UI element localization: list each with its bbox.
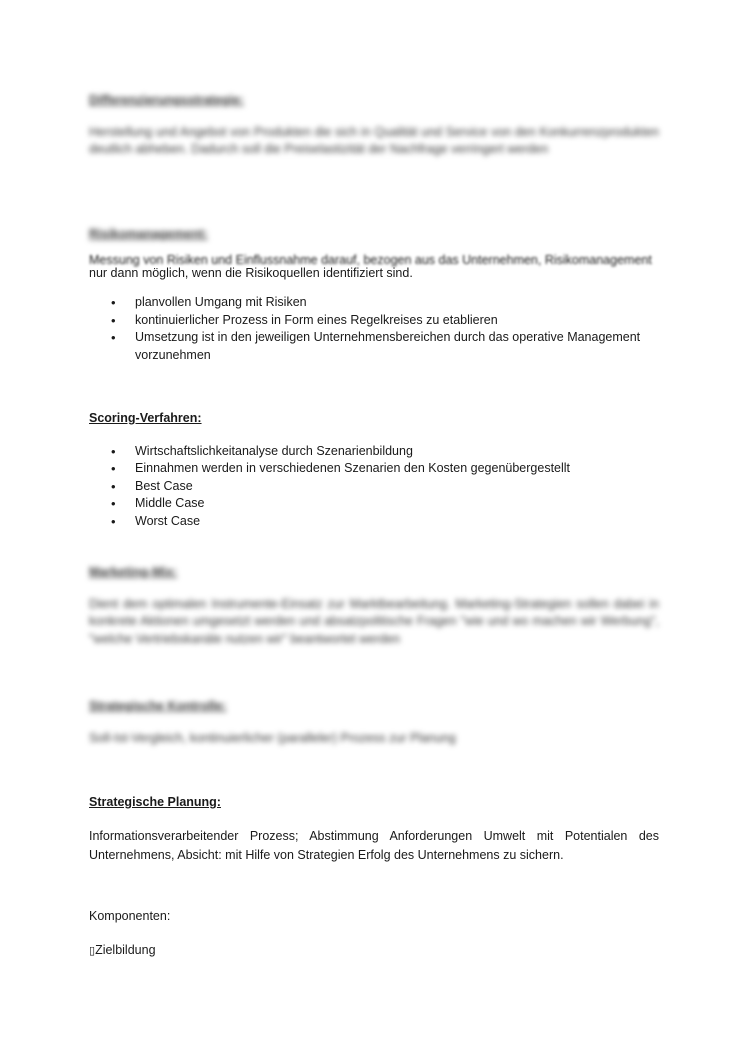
components-label: Komponenten:	[89, 909, 171, 923]
section-heading: Strategische Planung:	[89, 795, 221, 809]
section-text-line1: Messung von Risiken und Einflussnahme darauf, bezogen aus das Unternehmen, Risikomanagement	[89, 252, 652, 267]
section-text: Soll-Ist-Vergleich, kontinuierlicher (paralleler) Prozess zur Planung	[89, 730, 456, 745]
section-heading: Scoring-Verfahren:	[89, 411, 202, 425]
list-item: • kontinuierlicher Prozess in Form eines Regelkreises zu etablieren	[89, 312, 659, 330]
section-heading: Differenzierungsstrategie:	[89, 93, 244, 107]
section-strategische-kontrolle	[89, 698, 659, 747]
section-strategische-planung	[89, 794, 659, 865]
section-heading: Strategische Kontrolle:	[89, 699, 227, 713]
section-marketing-mix	[89, 564, 659, 648]
section-text	[89, 252, 659, 283]
list-item: • planvollen Umgang mit Risiken	[89, 294, 659, 312]
section-heading: Risikomanagement:	[89, 227, 208, 241]
components-block	[89, 908, 659, 959]
list-item: • Worst Case	[89, 513, 659, 531]
section-scoring	[89, 410, 659, 530]
section-text: Herstellung und Angebot von Produkten die sich in Qualität und Service von den Konkurrenzprodukten deutlich abheben. Dadurch soll die Preiselastizität der Nachfrage verringert werden	[89, 124, 659, 156]
bullet-list	[89, 294, 659, 362]
section-risikomanagement	[89, 226, 659, 362]
list-item: • Wirtschaftslichkeitanalyse durch Szenarienbildung	[89, 443, 659, 461]
components-item	[89, 942, 659, 960]
section-differenzierung	[89, 92, 659, 159]
list-item: • Einnahmen werden in verschiedenen Szenarien den Kosten gegenübergestellt	[89, 460, 659, 478]
list-item: • Umsetzung ist in den jeweiligen Unternehmensbereichen durch das operative Management vorzunehmen	[89, 329, 659, 353]
bullet-list	[89, 443, 659, 531]
list-item: • Middle Case	[89, 495, 659, 513]
list-item: • Best Case	[89, 478, 659, 496]
box-glyph-icon: ▯	[89, 943, 96, 957]
section-text: Informationsverarbeitender Prozess; Abstimmung Anforderungen Umwelt mit Potentialen des Unternehmens, Absicht: mit Hilfe von Strategien Erfolg des Unternehmens zu sichern.	[89, 828, 659, 862]
section-heading: Marketing-Mix:	[89, 565, 178, 579]
section-text-line2: nur dann möglich, wenn die Risikoquellen identifiziert sind.	[89, 265, 413, 280]
section-text: Dient dem optimalen Instrumente-Einsatz zur Marktbearbeitung. Marketing-Strategien sollen dabei in konkrete Aktionen umgesetzt werden und absatzpolitische Fragen "wie und wo machen wir Werbung", "welche Vertriebskanäle nutzen wir" beantwortet werden	[89, 596, 659, 646]
component-label: Zielbildung	[95, 942, 156, 957]
